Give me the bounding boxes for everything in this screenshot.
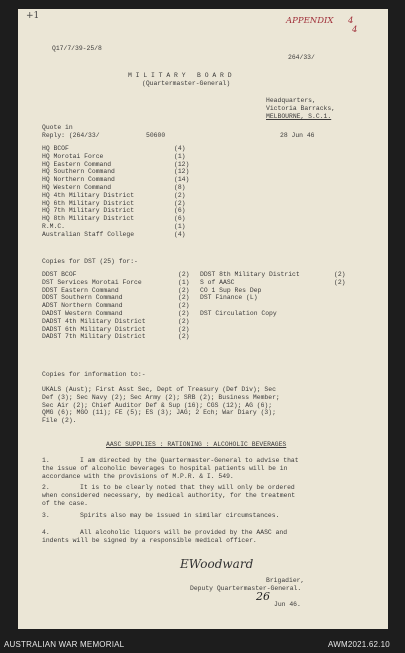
distribution-name: Australian Staff College <box>42 230 135 238</box>
letterhead-title: M I L I T A R Y B O A R D <box>128 72 232 79</box>
paragraph-number: 4. <box>42 529 50 536</box>
paragraph-line: of the case. <box>42 499 89 507</box>
paragraph-line: the issue of alcoholic beverages to hospital patients will be in <box>42 464 288 472</box>
distribution-count: (4) <box>174 145 186 152</box>
distribution-count: (2) <box>174 191 186 199</box>
distribution-name: HQ Morotai Force <box>42 152 104 160</box>
letter-date: 28 Jun 46 <box>280 132 315 139</box>
info-line: Sec Air (2); Chief Auditor Def & Sup (16); CGS (12); AG (6); <box>42 401 273 409</box>
signed-day: 26 <box>256 590 270 603</box>
dst-left-count: (2) <box>178 333 190 341</box>
margin-mark: +1 <box>26 11 40 21</box>
paragraph-line: indents will be signed by a responsible medical officer. <box>42 536 257 544</box>
paragraph-number: 2. <box>42 484 50 491</box>
distribution-count: (4) <box>174 230 186 238</box>
appendix-label: APPENDIX <box>286 16 334 26</box>
dst-right-name: DST Finance (L) <box>200 294 258 302</box>
dst-left-count: (1) <box>178 278 190 286</box>
distribution-name: HQ 7th Military District <box>42 207 135 215</box>
footer-accession: AWM2021.62.10 <box>328 640 390 649</box>
appendix-number: 4 <box>348 16 354 26</box>
info-label: Copies for information to:- <box>42 371 146 378</box>
distribution-name: HQ Southern Command <box>42 168 115 176</box>
distribution-count: (6) <box>174 215 186 223</box>
appendix-number-2: 4 <box>352 25 358 35</box>
info-line: QMG (6); MGO (11); FE (5); ES (3); JAG; 2 Ech; War Diary (3); <box>42 409 276 417</box>
signatory-rank: Brigadier, <box>266 577 305 584</box>
letterhead-subtitle: (Quartermaster-General) <box>142 80 231 87</box>
distribution-name: HQ Northern Command <box>42 176 115 184</box>
dst-left-name: DADST 4th Military District <box>42 317 146 325</box>
signature: EWoodward <box>180 557 254 571</box>
distribution-name: HQ 8th Military District <box>42 215 135 223</box>
dst-left-count: (2) <box>178 310 190 317</box>
address-line: Victoria Barracks, <box>266 105 336 112</box>
distribution-count: (2) <box>174 199 186 207</box>
dst-left-name: DDST Southern Command <box>42 294 123 302</box>
paragraph-line: All alcoholic liquors will be provided by the AASC and <box>80 529 288 536</box>
dst-right-name: DST Circulation Copy <box>200 310 277 317</box>
dst-left-name: DADST 6th Military District <box>42 325 146 333</box>
reference-number: 264/33/ <box>288 54 315 61</box>
paragraph-line: accordance with the provisions of M.P.R. & I. 549. <box>42 472 234 480</box>
dst-left-name: DDST Eastern Command <box>42 286 119 294</box>
distribution-count: (1) <box>174 223 186 230</box>
info-line: Def (3); Sec Navy (2); Sec Army (2); SRB (2); Business Member; <box>42 393 280 401</box>
dst-right-count: (2) <box>334 271 346 278</box>
address-line: Headquarters, <box>266 97 316 104</box>
signatory-title: Deputy Quartermaster-General. <box>190 585 302 592</box>
paragraph-number: 1. <box>42 457 50 464</box>
subject-line: AASC SUPPLIES : RATIONING : ALCOHOLIC BEVERAGES <box>106 441 287 448</box>
dst-left-name: DADST 7th Military District <box>42 333 146 341</box>
dst-left-count: (2) <box>178 294 190 302</box>
dst-right-name: S of AASC <box>200 278 235 286</box>
dst-left-count: (2) <box>178 271 190 278</box>
distribution-count: (8) <box>174 184 186 191</box>
quote-label: Quote in <box>42 124 73 131</box>
distribution-count: (1) <box>174 152 186 160</box>
dst-left-count: (2) <box>178 317 190 325</box>
paragraph-line: when considered necessary, by medical authority, for the treatment <box>42 491 296 499</box>
dst-right-name: DDST 8th Military District <box>200 271 300 278</box>
dst-left-count: (2) <box>178 325 190 333</box>
distribution-name: HQ 6th Military District <box>42 199 135 207</box>
reply-label: Reply: (264/33/ <box>42 132 100 139</box>
distribution-count: (12) <box>174 160 190 168</box>
reply-number: 50600 <box>146 132 166 139</box>
distribution-name: HQ 4th Military District <box>42 191 135 199</box>
dst-left-name: DDST BCOF <box>42 271 77 278</box>
info-line: UKALS (Aust); First Asst Sec, Dept of Treasury (Def Div); Sec <box>42 386 276 393</box>
paragraph-line: It is to be clearly noted that they will only be ordered <box>80 484 295 491</box>
address-line: MELBOURNE, S.C.1. <box>266 113 332 120</box>
distribution-count: (12) <box>174 168 190 176</box>
distribution-name: HQ BCOF <box>42 145 69 152</box>
document-page <box>18 9 388 629</box>
distribution-name: HQ Western Command <box>42 184 112 191</box>
dst-left-name: ADST Northern Command <box>42 302 123 310</box>
paragraph-number: 3. <box>42 512 50 519</box>
distribution-count: (14) <box>174 176 190 184</box>
distribution-count: (6) <box>174 207 186 215</box>
copies-dst-label: Copies for DST (25) for:- <box>42 258 138 265</box>
dst-left-count: (2) <box>178 302 190 310</box>
dst-left-name: DADST Western Command <box>42 310 123 317</box>
dst-left-name: DST Services Morotai Force <box>42 278 142 286</box>
info-line: File (2). <box>42 417 77 425</box>
distribution-name: R.M.C. <box>42 223 66 230</box>
file-reference: Q17/7/39-25/8 <box>52 45 102 52</box>
dst-left-count: (2) <box>178 286 190 294</box>
paragraph-line: Spirits also may be issued in similar circumstances. <box>80 512 280 519</box>
distribution-name: HQ Eastern Command <box>42 160 112 168</box>
dst-right-name: CO 1 Sup Res Dep <box>200 286 262 294</box>
dst-right-count: (2) <box>334 278 346 286</box>
footer-institution: AUSTRALIAN WAR MEMORIAL <box>4 640 125 649</box>
paragraph-line: I am directed by the Quartermaster-General to advise that <box>80 457 299 464</box>
signed-date-suffix: Jun 46. <box>274 601 301 608</box>
